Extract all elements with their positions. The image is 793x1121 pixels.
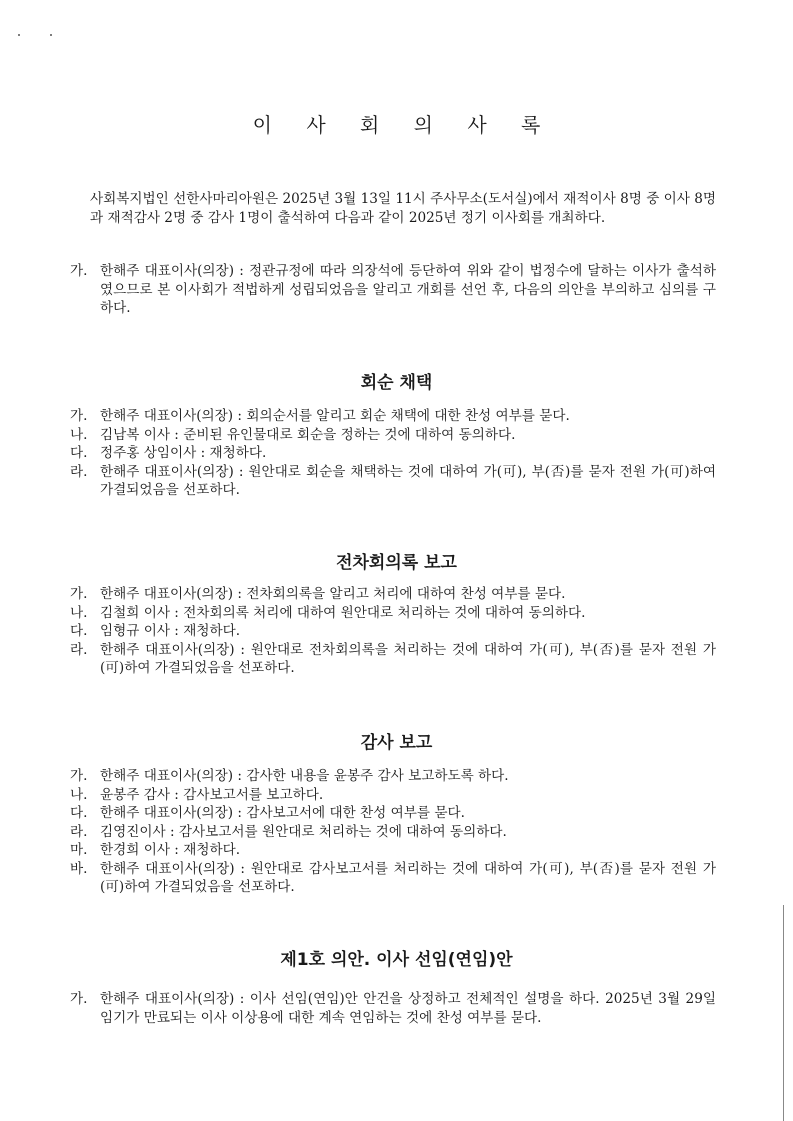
list-marker: 라. bbox=[70, 823, 88, 840]
list-item-text: 한해주 대표이사(의장) : 회의순서를 알리고 회순 채택에 대한 찬성 여부를 묻다. bbox=[100, 408, 570, 424]
list-item bbox=[70, 841, 716, 860]
list-item bbox=[70, 860, 716, 897]
list-item-text: 한경희 이사 : 재청하다. bbox=[100, 842, 241, 858]
list-item bbox=[70, 444, 716, 463]
list-marker: 나. bbox=[70, 786, 88, 803]
list-item-text: 김철희 이사 : 전차회의록 처리에 대하여 원안대로 처리하는 것에 대하여 동의하다. bbox=[100, 604, 586, 621]
section-heading: 회순 채택 bbox=[360, 373, 433, 393]
list-item bbox=[70, 463, 716, 500]
list-marker: 라. bbox=[70, 641, 88, 658]
list-marker: 마. bbox=[70, 842, 88, 858]
list-item bbox=[70, 804, 716, 823]
list-item-text: 임형규 이사 : 재청하다. bbox=[100, 623, 241, 639]
section-heading: 감사 보고 bbox=[360, 733, 433, 753]
section-list bbox=[70, 990, 716, 1027]
list-item-text: 한해주 대표이사(의장) : 원안대로 회순을 채택하는 것에 대하여 가(可), 부(否)를 묻자 전원 가(可)하여 가결되었음을 선포하다. bbox=[100, 463, 716, 498]
list-marker: 나. bbox=[70, 604, 88, 621]
list-item bbox=[70, 786, 716, 805]
scan-mark bbox=[50, 34, 52, 36]
list-item bbox=[70, 407, 716, 426]
list-item-text: 김영진이사 : 감사보고서를 원안대로 처리하는 것에 대하여 동의하다. bbox=[100, 823, 507, 840]
list-item bbox=[70, 990, 716, 1027]
list-item-text: 한해주 대표이사(의장) : 이사 선임(연임)안 안건을 상정하고 전체적인 설명을 하다. 2025년 3월 29일 임기가 만료되는 이사 이상용에 대한 계속 연임하는 것에 찬성 여부를 묻다. bbox=[100, 991, 716, 1026]
section-list bbox=[70, 585, 716, 678]
list-item-text: 윤봉주 감사 : 감사보고서를 보고하다. bbox=[100, 786, 324, 803]
section-list bbox=[70, 407, 716, 500]
list-marker: 가. bbox=[70, 768, 88, 784]
list-item bbox=[70, 585, 716, 604]
list-item-text: 정주홍 상임이사 : 재청하다. bbox=[100, 445, 267, 461]
list-marker: 라. bbox=[70, 463, 88, 480]
list-item bbox=[70, 604, 716, 623]
section-heading: 제1호 의안. 이사 선임(연임)안 bbox=[280, 950, 513, 970]
scan-mark bbox=[18, 34, 20, 36]
list-marker: 다. bbox=[70, 805, 88, 821]
list-item bbox=[70, 262, 716, 318]
list-item-text: 한해주 대표이사(의장) : 감사보고서에 대한 찬성 여부를 묻다. bbox=[100, 805, 465, 821]
list-marker: 바. bbox=[70, 860, 88, 877]
list-item-text: 한해주 대표이사(의장) : 전차회의록을 알리고 처리에 대하여 찬성 여부를 묻다. bbox=[100, 586, 566, 602]
list-item bbox=[70, 767, 716, 786]
list-marker: 가. bbox=[70, 586, 88, 602]
scan-edge-line bbox=[783, 905, 784, 1121]
list-marker: 다. bbox=[70, 623, 88, 639]
list-item-text: 김남복 이사 : 준비된 유인물대로 회순을 정하는 것에 대하여 동의하다. bbox=[100, 426, 516, 443]
list-marker: 다. bbox=[70, 445, 88, 461]
list-marker: 나. bbox=[70, 426, 88, 443]
list-marker: 가. bbox=[70, 408, 88, 424]
list-marker: 가. bbox=[70, 991, 88, 1007]
list-marker: 가. bbox=[70, 263, 88, 279]
list-item-text: 한해주 대표이사(의장) : 정관규정에 따라 의장석에 등단하여 위와 같이 법정수에 달하는 이사가 출석하였으므로 본 이사회가 적법하게 성립되었음을 알리고 개회를 선언 후, 다음의 의안을 부의하고 심의를 구하다. bbox=[100, 263, 716, 316]
section-list bbox=[70, 767, 716, 897]
list-item-text: 한해주 대표이사(의장) : 원안대로 감사보고서를 처리하는 것에 대하여 가(可), 부(否)를 묻자 전원 가(可)하여 가결되었음을 선포하다. bbox=[100, 860, 716, 895]
intro-paragraph: 사회복지법인 선한사마리아원은 2025년 3월 13일 11시 주사무소(도서실)에서 재적이사 8명 중 이사 8명과 재적감사 2명 중 감사 1명이 출석하여 다음과 같이 2025년 정기 이사회를 개최하다. bbox=[90, 191, 717, 226]
section-heading: 전차회의록 보고 bbox=[336, 553, 457, 573]
list-item-text: 한해주 대표이사(의장) : 원안대로 전차회의록을 처리하는 것에 대하여 가(可), 부(否)를 묻자 전원 가(可)하여 가결되었음을 선포하다. bbox=[100, 641, 716, 676]
opening-list bbox=[70, 262, 716, 318]
document-title: 이 사 회 의 사 록 bbox=[252, 113, 555, 138]
list-item bbox=[70, 426, 716, 445]
list-item bbox=[70, 622, 716, 641]
list-item bbox=[70, 823, 716, 842]
list-item-text: 한해주 대표이사(의장) : 감사한 내용을 윤봉주 감사 보고하도록 하다. bbox=[100, 768, 509, 784]
list-item bbox=[70, 641, 716, 678]
